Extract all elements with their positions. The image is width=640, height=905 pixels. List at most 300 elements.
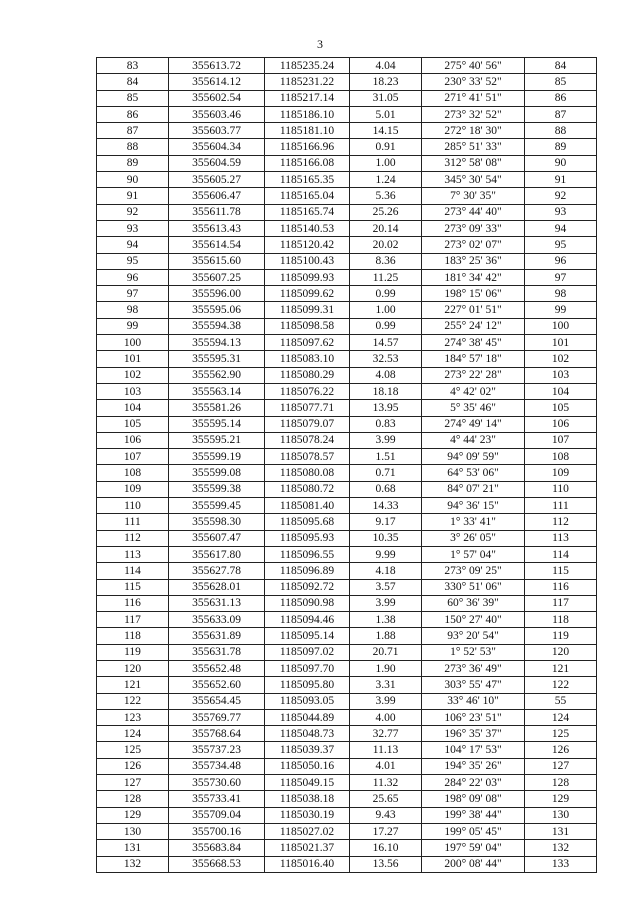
y-coordinate-cell: 1185039.37 xyxy=(265,742,350,758)
point-number-cell: 105 xyxy=(97,416,169,432)
bearing-cell: 33° 46' 10" xyxy=(422,693,525,709)
next-point-cell: 96 xyxy=(525,253,597,269)
y-coordinate-cell: 1185097.62 xyxy=(265,335,350,351)
next-point-cell: 106 xyxy=(525,416,597,432)
point-number-cell: 94 xyxy=(97,237,169,253)
table-row xyxy=(97,823,597,839)
bearing-cell: 284° 22' 03" xyxy=(422,775,525,791)
x-coordinate-cell: 355563.14 xyxy=(169,383,265,399)
x-coordinate-cell: 355631.89 xyxy=(169,628,265,644)
y-coordinate-cell: 1185120.42 xyxy=(265,237,350,253)
table-row xyxy=(97,90,597,106)
next-point-cell: 104 xyxy=(525,383,597,399)
table-row xyxy=(97,726,597,742)
next-point-cell: 114 xyxy=(525,546,597,562)
bearing-cell: 272° 18' 30" xyxy=(422,123,525,139)
bearing-cell: 64° 53' 06" xyxy=(422,465,525,481)
next-point-cell: 110 xyxy=(525,481,597,497)
table-row xyxy=(97,139,597,155)
y-coordinate-cell: 1185081.40 xyxy=(265,498,350,514)
bearing-cell: 94° 36' 15" xyxy=(422,498,525,514)
y-coordinate-cell: 1185099.93 xyxy=(265,269,350,285)
next-point-cell: 129 xyxy=(525,791,597,807)
next-point-cell: 55 xyxy=(525,693,597,709)
y-coordinate-cell: 1185030.19 xyxy=(265,807,350,823)
point-number-cell: 97 xyxy=(97,286,169,302)
point-number-cell: 114 xyxy=(97,563,169,579)
table-row xyxy=(97,416,597,432)
bearing-cell: 230° 33' 52" xyxy=(422,74,525,90)
point-number-cell: 120 xyxy=(97,660,169,676)
distance-cell: 4.08 xyxy=(350,367,422,383)
bearing-cell: 274° 38' 45" xyxy=(422,335,525,351)
bearing-cell: 255° 24' 12" xyxy=(422,318,525,334)
y-coordinate-cell: 1185217.14 xyxy=(265,90,350,106)
distance-cell: 25.65 xyxy=(350,791,422,807)
y-coordinate-cell: 1185044.89 xyxy=(265,709,350,725)
table-row xyxy=(97,465,597,481)
point-number-cell: 91 xyxy=(97,188,169,204)
bearing-cell: 273° 44' 40" xyxy=(422,204,525,220)
table-row xyxy=(97,123,597,139)
table-row xyxy=(97,286,597,302)
y-coordinate-cell: 1185078.24 xyxy=(265,432,350,448)
table-row xyxy=(97,530,597,546)
next-point-cell: 89 xyxy=(525,139,597,155)
table-row xyxy=(97,856,597,872)
point-number-cell: 132 xyxy=(97,856,169,872)
table-row xyxy=(97,693,597,709)
x-coordinate-cell: 355595.14 xyxy=(169,416,265,432)
distance-cell: 5.01 xyxy=(350,106,422,122)
x-coordinate-cell: 355633.09 xyxy=(169,612,265,628)
table-row xyxy=(97,351,597,367)
point-number-cell: 117 xyxy=(97,612,169,628)
x-coordinate-cell: 355730.60 xyxy=(169,775,265,791)
bearing-cell: 273° 09' 33" xyxy=(422,220,525,236)
table-row xyxy=(97,74,597,90)
table-row xyxy=(97,335,597,351)
point-number-cell: 128 xyxy=(97,791,169,807)
table-row xyxy=(97,269,597,285)
y-coordinate-cell: 1185093.05 xyxy=(265,693,350,709)
x-coordinate-cell: 355607.25 xyxy=(169,269,265,285)
table-row xyxy=(97,758,597,774)
x-coordinate-cell: 355683.84 xyxy=(169,840,265,856)
table-row xyxy=(97,498,597,514)
point-number-cell: 87 xyxy=(97,123,169,139)
next-point-cell: 92 xyxy=(525,188,597,204)
point-number-cell: 126 xyxy=(97,758,169,774)
next-point-cell: 107 xyxy=(525,432,597,448)
next-point-cell: 90 xyxy=(525,155,597,171)
bearing-cell: 227° 01' 51" xyxy=(422,302,525,318)
x-coordinate-cell: 355595.31 xyxy=(169,351,265,367)
table-row xyxy=(97,367,597,383)
bearing-cell: 184° 57' 18" xyxy=(422,351,525,367)
bearing-cell: 273° 02' 07" xyxy=(422,237,525,253)
table-row xyxy=(97,775,597,791)
next-point-cell: 113 xyxy=(525,530,597,546)
x-coordinate-cell: 355605.27 xyxy=(169,172,265,188)
x-coordinate-cell: 355607.47 xyxy=(169,530,265,546)
x-coordinate-cell: 355595.21 xyxy=(169,432,265,448)
table-row xyxy=(97,449,597,465)
bearing-cell: 273° 09' 25" xyxy=(422,563,525,579)
next-point-cell: 133 xyxy=(525,856,597,872)
distance-cell: 9.99 xyxy=(350,546,422,562)
y-coordinate-cell: 1185099.31 xyxy=(265,302,350,318)
point-number-cell: 95 xyxy=(97,253,169,269)
bearing-cell: 106° 23' 51" xyxy=(422,709,525,725)
point-number-cell: 113 xyxy=(97,546,169,562)
point-number-cell: 104 xyxy=(97,400,169,416)
bearing-cell: 197° 59' 04" xyxy=(422,840,525,856)
bearing-cell: 330° 51' 06" xyxy=(422,579,525,595)
point-number-cell: 85 xyxy=(97,90,169,106)
distance-cell: 1.24 xyxy=(350,172,422,188)
table-row xyxy=(97,188,597,204)
next-point-cell: 85 xyxy=(525,74,597,90)
y-coordinate-cell: 1185165.04 xyxy=(265,188,350,204)
next-point-cell: 116 xyxy=(525,579,597,595)
y-coordinate-cell: 1185083.10 xyxy=(265,351,350,367)
y-coordinate-cell: 1185097.70 xyxy=(265,660,350,676)
table-row xyxy=(97,595,597,611)
next-point-cell: 98 xyxy=(525,286,597,302)
distance-cell: 3.99 xyxy=(350,693,422,709)
y-coordinate-cell: 1185095.93 xyxy=(265,530,350,546)
x-coordinate-cell: 355604.34 xyxy=(169,139,265,155)
x-coordinate-cell: 355613.72 xyxy=(169,58,265,74)
point-number-cell: 129 xyxy=(97,807,169,823)
y-coordinate-cell: 1185181.10 xyxy=(265,123,350,139)
bearing-cell: 150° 27' 40" xyxy=(422,612,525,628)
next-point-cell: 101 xyxy=(525,335,597,351)
bearing-cell: 4° 42' 02" xyxy=(422,383,525,399)
x-coordinate-cell: 355733.41 xyxy=(169,791,265,807)
next-point-cell: 119 xyxy=(525,628,597,644)
table-row xyxy=(97,709,597,725)
x-coordinate-cell: 355614.12 xyxy=(169,74,265,90)
bearing-cell: 5° 35' 46" xyxy=(422,400,525,416)
y-coordinate-cell: 1185140.53 xyxy=(265,220,350,236)
table-row xyxy=(97,302,597,318)
point-number-cell: 107 xyxy=(97,449,169,465)
table-row xyxy=(97,106,597,122)
table-row xyxy=(97,546,597,562)
point-number-cell: 127 xyxy=(97,775,169,791)
point-number-cell: 93 xyxy=(97,220,169,236)
next-point-cell: 120 xyxy=(525,644,597,660)
distance-cell: 0.83 xyxy=(350,416,422,432)
distance-cell: 20.71 xyxy=(350,644,422,660)
x-coordinate-cell: 355603.46 xyxy=(169,106,265,122)
next-point-cell: 127 xyxy=(525,758,597,774)
x-coordinate-cell: 355631.78 xyxy=(169,644,265,660)
x-coordinate-cell: 355769.77 xyxy=(169,709,265,725)
distance-cell: 10.35 xyxy=(350,530,422,546)
distance-cell: 11.13 xyxy=(350,742,422,758)
bearing-cell: 198° 09' 08" xyxy=(422,791,525,807)
point-number-cell: 124 xyxy=(97,726,169,742)
table-row xyxy=(97,318,597,334)
table-row xyxy=(97,155,597,171)
table-row xyxy=(97,677,597,693)
distance-cell: 9.43 xyxy=(350,807,422,823)
next-point-cell: 99 xyxy=(525,302,597,318)
point-number-cell: 106 xyxy=(97,432,169,448)
distance-cell: 14.57 xyxy=(350,335,422,351)
y-coordinate-cell: 1185077.71 xyxy=(265,400,350,416)
distance-cell: 20.14 xyxy=(350,220,422,236)
point-number-cell: 89 xyxy=(97,155,169,171)
distance-cell: 16.10 xyxy=(350,840,422,856)
next-point-cell: 115 xyxy=(525,563,597,579)
distance-cell: 4.18 xyxy=(350,563,422,579)
point-number-cell: 92 xyxy=(97,204,169,220)
y-coordinate-cell: 1185050.16 xyxy=(265,758,350,774)
x-coordinate-cell: 355594.13 xyxy=(169,335,265,351)
table-row xyxy=(97,579,597,595)
table-row xyxy=(97,840,597,856)
table-row xyxy=(97,432,597,448)
y-coordinate-cell: 1185100.43 xyxy=(265,253,350,269)
point-number-cell: 90 xyxy=(97,172,169,188)
x-coordinate-cell: 355615.60 xyxy=(169,253,265,269)
distance-cell: 25.26 xyxy=(350,204,422,220)
table-row xyxy=(97,400,597,416)
x-coordinate-cell: 355654.45 xyxy=(169,693,265,709)
table-row xyxy=(97,628,597,644)
distance-cell: 31.05 xyxy=(350,90,422,106)
bearing-cell: 183° 25' 36" xyxy=(422,253,525,269)
bearing-cell: 273° 22' 28" xyxy=(422,367,525,383)
y-coordinate-cell: 1185096.89 xyxy=(265,563,350,579)
x-coordinate-cell: 355604.59 xyxy=(169,155,265,171)
next-point-cell: 95 xyxy=(525,237,597,253)
x-coordinate-cell: 355599.08 xyxy=(169,465,265,481)
point-number-cell: 131 xyxy=(97,840,169,856)
table-row xyxy=(97,514,597,530)
distance-cell: 11.32 xyxy=(350,775,422,791)
y-coordinate-cell: 1185095.14 xyxy=(265,628,350,644)
next-point-cell: 128 xyxy=(525,775,597,791)
bearing-cell: 198° 15' 06" xyxy=(422,286,525,302)
y-coordinate-cell: 1185098.58 xyxy=(265,318,350,334)
y-coordinate-cell: 1185076.22 xyxy=(265,383,350,399)
distance-cell: 0.99 xyxy=(350,286,422,302)
bearing-cell: 199° 05' 45" xyxy=(422,823,525,839)
point-number-cell: 112 xyxy=(97,530,169,546)
y-coordinate-cell: 1185080.08 xyxy=(265,465,350,481)
point-number-cell: 115 xyxy=(97,579,169,595)
bearing-cell: 312° 58' 08" xyxy=(422,155,525,171)
bearing-cell: 273° 32' 52" xyxy=(422,106,525,122)
table-body xyxy=(97,58,597,873)
table-row xyxy=(97,563,597,579)
y-coordinate-cell: 1185166.96 xyxy=(265,139,350,155)
bearing-cell: 7° 30' 35" xyxy=(422,188,525,204)
y-coordinate-cell: 1185096.55 xyxy=(265,546,350,562)
bearing-cell: 345° 30' 54" xyxy=(422,172,525,188)
x-coordinate-cell: 355614.54 xyxy=(169,237,265,253)
point-number-cell: 96 xyxy=(97,269,169,285)
y-coordinate-cell: 1185027.02 xyxy=(265,823,350,839)
next-point-cell: 108 xyxy=(525,449,597,465)
bearing-cell: 273° 36' 49" xyxy=(422,660,525,676)
next-point-cell: 132 xyxy=(525,840,597,856)
point-number-cell: 119 xyxy=(97,644,169,660)
bearing-cell: 84° 07' 21" xyxy=(422,481,525,497)
distance-cell: 0.99 xyxy=(350,318,422,334)
x-coordinate-cell: 355599.45 xyxy=(169,498,265,514)
bearing-cell: 199° 38' 44" xyxy=(422,807,525,823)
next-point-cell: 109 xyxy=(525,465,597,481)
y-coordinate-cell: 1185049.15 xyxy=(265,775,350,791)
bearing-cell: 94° 09' 59" xyxy=(422,449,525,465)
table-row xyxy=(97,644,597,660)
bearing-cell: 4° 44' 23" xyxy=(422,432,525,448)
point-number-cell: 123 xyxy=(97,709,169,725)
x-coordinate-cell: 355737.23 xyxy=(169,742,265,758)
distance-cell: 9.17 xyxy=(350,514,422,530)
x-coordinate-cell: 355595.06 xyxy=(169,302,265,318)
table-row xyxy=(97,58,597,74)
bearing-cell: 200° 08' 44" xyxy=(422,856,525,872)
x-coordinate-cell: 355628.01 xyxy=(169,579,265,595)
y-coordinate-cell: 1185080.72 xyxy=(265,481,350,497)
x-coordinate-cell: 355631.13 xyxy=(169,595,265,611)
distance-cell: 17.27 xyxy=(350,823,422,839)
point-number-cell: 98 xyxy=(97,302,169,318)
y-coordinate-cell: 1185166.08 xyxy=(265,155,350,171)
bearing-cell: 1° 57' 04" xyxy=(422,546,525,562)
x-coordinate-cell: 355652.48 xyxy=(169,660,265,676)
distance-cell: 18.23 xyxy=(350,74,422,90)
next-point-cell: 130 xyxy=(525,807,597,823)
y-coordinate-cell: 1185165.74 xyxy=(265,204,350,220)
distance-cell: 13.56 xyxy=(350,856,422,872)
distance-cell: 0.71 xyxy=(350,465,422,481)
distance-cell: 32.53 xyxy=(350,351,422,367)
point-number-cell: 125 xyxy=(97,742,169,758)
point-number-cell: 101 xyxy=(97,351,169,367)
table-row xyxy=(97,742,597,758)
y-coordinate-cell: 1185016.40 xyxy=(265,856,350,872)
bearing-cell: 274° 49' 14" xyxy=(422,416,525,432)
bearing-cell: 181° 34' 42" xyxy=(422,269,525,285)
bearing-cell: 1° 52' 53" xyxy=(422,644,525,660)
x-coordinate-cell: 355599.38 xyxy=(169,481,265,497)
table-row xyxy=(97,807,597,823)
next-point-cell: 84 xyxy=(525,58,597,74)
table-row xyxy=(97,791,597,807)
x-coordinate-cell: 355613.43 xyxy=(169,220,265,236)
coordinates-table xyxy=(96,57,597,873)
distance-cell: 5.36 xyxy=(350,188,422,204)
next-point-cell: 122 xyxy=(525,677,597,693)
point-number-cell: 111 xyxy=(97,514,169,530)
x-coordinate-cell: 355606.47 xyxy=(169,188,265,204)
point-number-cell: 130 xyxy=(97,823,169,839)
distance-cell: 1.00 xyxy=(350,155,422,171)
y-coordinate-cell: 1185092.72 xyxy=(265,579,350,595)
point-number-cell: 83 xyxy=(97,58,169,74)
table-row xyxy=(97,253,597,269)
next-point-cell: 117 xyxy=(525,595,597,611)
distance-cell: 18.18 xyxy=(350,383,422,399)
distance-cell: 14.33 xyxy=(350,498,422,514)
next-point-cell: 94 xyxy=(525,220,597,236)
distance-cell: 1.90 xyxy=(350,660,422,676)
next-point-cell: 125 xyxy=(525,726,597,742)
table-row xyxy=(97,172,597,188)
distance-cell: 11.25 xyxy=(350,269,422,285)
y-coordinate-cell: 1185078.57 xyxy=(265,449,350,465)
x-coordinate-cell: 355768.64 xyxy=(169,726,265,742)
table-row xyxy=(97,220,597,236)
bearing-cell: 196° 35' 37" xyxy=(422,726,525,742)
next-point-cell: 121 xyxy=(525,660,597,676)
x-coordinate-cell: 355602.54 xyxy=(169,90,265,106)
x-coordinate-cell: 355627.78 xyxy=(169,563,265,579)
distance-cell: 4.01 xyxy=(350,758,422,774)
x-coordinate-cell: 355581.26 xyxy=(169,400,265,416)
x-coordinate-cell: 355652.60 xyxy=(169,677,265,693)
next-point-cell: 87 xyxy=(525,106,597,122)
distance-cell: 4.00 xyxy=(350,709,422,725)
next-point-cell: 100 xyxy=(525,318,597,334)
y-coordinate-cell: 1185231.22 xyxy=(265,74,350,90)
point-number-cell: 110 xyxy=(97,498,169,514)
distance-cell: 3.31 xyxy=(350,677,422,693)
y-coordinate-cell: 1185235.24 xyxy=(265,58,350,74)
next-point-cell: 126 xyxy=(525,742,597,758)
y-coordinate-cell: 1185097.02 xyxy=(265,644,350,660)
x-coordinate-cell: 355562.90 xyxy=(169,367,265,383)
bearing-cell: 271° 41' 51" xyxy=(422,90,525,106)
distance-cell: 3.57 xyxy=(350,579,422,595)
next-point-cell: 93 xyxy=(525,204,597,220)
distance-cell: 13.95 xyxy=(350,400,422,416)
distance-cell: 20.02 xyxy=(350,237,422,253)
y-coordinate-cell: 1185090.98 xyxy=(265,595,350,611)
table-row xyxy=(97,481,597,497)
bearing-cell: 104° 17' 53" xyxy=(422,742,525,758)
bearing-cell: 1° 33' 41" xyxy=(422,514,525,530)
distance-cell: 4.04 xyxy=(350,58,422,74)
bearing-cell: 275° 40' 56" xyxy=(422,58,525,74)
y-coordinate-cell: 1185186.10 xyxy=(265,106,350,122)
bearing-cell: 93° 20' 54" xyxy=(422,628,525,644)
point-number-cell: 88 xyxy=(97,139,169,155)
x-coordinate-cell: 355596.00 xyxy=(169,286,265,302)
next-point-cell: 91 xyxy=(525,172,597,188)
y-coordinate-cell: 1185021.37 xyxy=(265,840,350,856)
y-coordinate-cell: 1185079.07 xyxy=(265,416,350,432)
point-number-cell: 121 xyxy=(97,677,169,693)
distance-cell: 0.91 xyxy=(350,139,422,155)
table-row xyxy=(97,204,597,220)
next-point-cell: 103 xyxy=(525,367,597,383)
next-point-cell: 124 xyxy=(525,709,597,725)
point-number-cell: 86 xyxy=(97,106,169,122)
point-number-cell: 99 xyxy=(97,318,169,334)
bearing-cell: 285° 51' 33" xyxy=(422,139,525,155)
point-number-cell: 100 xyxy=(97,335,169,351)
x-coordinate-cell: 355599.19 xyxy=(169,449,265,465)
